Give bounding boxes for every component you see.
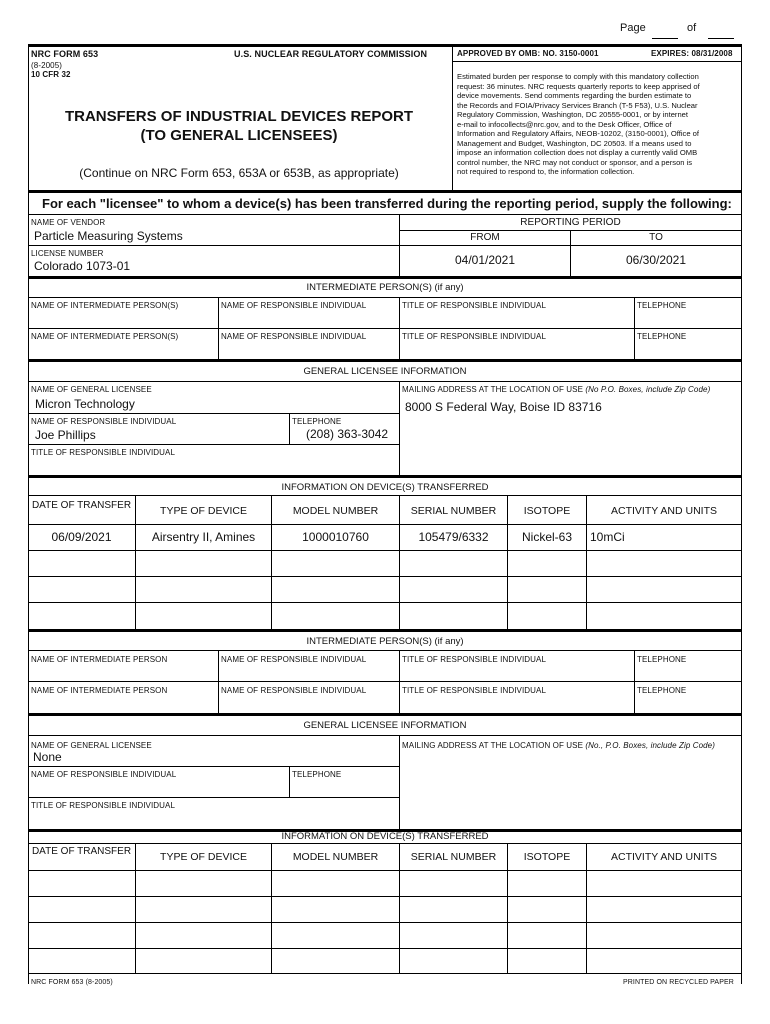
licensee-telephone-field[interactable]: (208) 363-3042 <box>306 427 389 441</box>
mailing-address-label-text: MAILING ADDRESS AT THE LOCATION OF USE <box>402 385 584 394</box>
continue-note: (Continue on NRC Form 653, 653A or 653B, as appropriate) <box>79 166 399 180</box>
responsible-title-label: TITLE OF RESPONSIBLE INDIVIDUAL <box>402 686 547 695</box>
burden-line: Information and Regulatory Affairs, NEOB-10202, (3150-0001), Office of <box>457 129 700 138</box>
type-of-device-header: TYPE OF DEVICE <box>160 851 247 863</box>
burden-line: e-mail to infocollects@nrc.gov, and to the Desk Officer, Office of <box>457 119 672 129</box>
burden-line: Management and Budget, Washington, DC 20503. If a means used to <box>457 138 692 148</box>
burden-line: control number, the NRC may not conduct or sponsor, and a person is <box>457 157 693 167</box>
responsible-individual-field[interactable]: Joe Phillips <box>35 428 96 442</box>
footer-recycled-note: PRINTED ON RECYCLED PAPER <box>623 979 734 986</box>
responsible-individual-label: NAME OF RESPONSIBLE INDIVIDUAL <box>31 770 177 779</box>
intermediate-person-label: NAME OF INTERMEDIATE PERSON <box>31 686 168 695</box>
mailing-address-field[interactable]: 8000 S Federal Way, Boise ID 83716 <box>405 400 602 414</box>
model-number-header: MODEL NUMBER <box>292 851 379 863</box>
mailing-address-hint: (No P.O. Boxes, include Zip Code) <box>585 385 711 394</box>
vendor-name-field[interactable]: Particle Measuring Systems <box>34 229 183 243</box>
cfr-reference: 10 CFR 32 <box>31 70 71 79</box>
responsible-title-label: TITLE OF RESPONSIBLE INDIVIDUAL <box>31 801 176 810</box>
page-label: Page <box>620 22 646 34</box>
intermediate-person-label: NAME OF INTERMEDIATE PERSON(S) <box>31 301 179 310</box>
license-number-field[interactable]: Colorado 1073-01 <box>34 259 131 273</box>
responsible-individual-label: NAME OF RESPONSIBLE INDIVIDUAL <box>221 332 367 341</box>
vendor-name-label: NAME OF VENDOR <box>31 218 106 227</box>
general-licensee-name-field[interactable]: None <box>33 750 62 764</box>
responsible-individual-label: NAME OF RESPONSIBLE INDIVIDUAL <box>221 301 367 310</box>
activity-units-header: ACTIVITY AND UNITS <box>611 505 717 517</box>
instruction-text: For each "licensee" to whom a device(s) has been transferred during the reporting period, supply the following: <box>42 196 732 211</box>
responsible-title-label: TITLE OF RESPONSIBLE INDIVIDUAL <box>402 332 547 341</box>
page-total-field[interactable] <box>708 38 734 39</box>
isotope-header: ISOTOPE <box>523 851 571 863</box>
section1-devices-heading: INFORMATION ON DEVICE(S) TRANSFERRED <box>281 482 489 493</box>
responsible-title-label: TITLE OF RESPONSIBLE INDIVIDUAL <box>402 301 547 310</box>
licensee-telephone-label: TELEPHONE <box>292 770 342 779</box>
section2-devices-heading: INFORMATION ON DEVICE(S) TRANSFERRED <box>281 831 489 842</box>
isotope-header: ISOTOPE <box>523 505 571 517</box>
serial-number-header: SERIAL NUMBER <box>410 505 497 517</box>
burden-line: request: 36 minutes. NRC requests quarterly reports to keep apprised of <box>457 81 700 91</box>
omb-approval: APPROVED BY OMB: NO. 3150-0001 <box>457 49 599 58</box>
model-number-header: MODEL NUMBER <box>292 505 379 517</box>
form-id: NRC FORM 653 <box>31 49 99 59</box>
serial-number-header: SERIAL NUMBER <box>410 851 497 863</box>
period-from-field[interactable]: 04/01/2021 <box>454 253 516 267</box>
responsible-individual-label: NAME OF RESPONSIBLE INDIVIDUAL <box>221 686 367 695</box>
section1-licensee-heading: GENERAL LICENSEE INFORMATION <box>303 366 467 377</box>
period-from-label: FROM <box>470 232 500 243</box>
model-number-cell[interactable]: 1000010760 <box>302 530 369 544</box>
responsible-individual-label: NAME OF RESPONSIBLE INDIVIDUAL <box>31 417 177 426</box>
period-to-label: TO <box>649 232 663 243</box>
form-subtitle: (TO GENERAL LICENSEES) <box>140 127 338 144</box>
general-licensee-name-field[interactable]: Micron Technology <box>35 397 135 411</box>
responsible-title-label: TITLE OF RESPONSIBLE INDIVIDUAL <box>402 655 547 664</box>
section2-intermediate-heading: INTERMEDIATE PERSON(S) (if any) <box>306 636 464 647</box>
general-licensee-name-label: NAME OF GENERAL LICENSEE <box>31 385 152 394</box>
general-licensee-name-label: NAME OF GENERAL LICENSEE <box>31 741 152 750</box>
mailing-address-label-text: MAILING ADDRESS AT THE LOCATION OF USE <box>402 741 584 750</box>
telephone-label: TELEPHONE <box>637 332 687 341</box>
expiration-date: EXPIRES: 08/31/2008 <box>651 49 733 58</box>
burden-line: Regulatory Commission, Washington, DC 20555-0001, or by internet <box>457 110 689 119</box>
responsible-individual-label: NAME OF RESPONSIBLE INDIVIDUAL <box>221 655 367 664</box>
telephone-label: TELEPHONE <box>637 686 687 695</box>
burden-line: the Records and FOIA/Privacy Services Branch (T-5 F53), U.S. Nuclear <box>457 100 698 110</box>
device-type-cell[interactable]: Airsentry II, Amines <box>151 530 256 544</box>
type-of-device-header: TYPE OF DEVICE <box>160 505 247 517</box>
mailing-address-label <box>402 385 710 394</box>
serial-number-cell[interactable]: 105479/6332 <box>418 530 489 544</box>
form-title: TRANSFERS OF INDUSTRIAL DEVICES REPORT <box>64 108 414 125</box>
agency-name: U.S. NUCLEAR REGULATORY COMMISSION <box>234 49 428 59</box>
section2-licensee-heading: GENERAL LICENSEE INFORMATION <box>303 720 467 731</box>
date-of-transfer-header: DATE OF TRANSFER <box>31 500 132 511</box>
burden-line: not required to respond to, the information collection. <box>457 167 635 176</box>
activity-units-header: ACTIVITY AND UNITS <box>611 851 717 863</box>
responsible-title-label: TITLE OF RESPONSIBLE INDIVIDUAL <box>31 448 176 457</box>
reporting-period-label: REPORTING PERIOD <box>520 217 621 228</box>
section1-intermediate-heading: INTERMEDIATE PERSON(S) (if any) <box>306 282 464 293</box>
mailing-address-hint: (No., P.O. Boxes, include Zip Code) <box>585 741 715 750</box>
licensee-telephone-label: TELEPHONE <box>292 417 342 426</box>
license-number-label: LICENSE NUMBER <box>31 249 104 258</box>
burden-statement <box>457 72 740 177</box>
page-of-label: of <box>687 22 697 34</box>
footer-form-id: NRC FORM 653 (8-2005) <box>31 979 113 986</box>
transfer-date-cell[interactable]: 06/09/2021 <box>51 530 112 544</box>
telephone-label: TELEPHONE <box>637 655 687 664</box>
activity-units-cell[interactable]: 10mCi <box>590 530 625 544</box>
date-of-transfer-header: DATE OF TRANSFER <box>31 846 132 857</box>
intermediate-person-label: NAME OF INTERMEDIATE PERSON <box>31 655 168 664</box>
mailing-address-label <box>402 741 715 750</box>
form-date: (8-2005) <box>31 61 63 70</box>
period-to-field[interactable]: 06/30/2021 <box>625 253 687 267</box>
burden-line: device movements. Send comments regarding the burden estimate to <box>457 91 692 100</box>
isotope-cell[interactable]: Nickel-63 <box>521 530 572 544</box>
telephone-label: TELEPHONE <box>637 301 687 310</box>
page-number-field[interactable] <box>652 38 678 39</box>
burden-line: impose an information collection does not display a currently valid OMB <box>457 148 698 157</box>
burden-line: Estimated burden per response to comply with this mandatory collection <box>457 72 699 81</box>
intermediate-person-label: NAME OF INTERMEDIATE PERSON(S) <box>31 332 179 341</box>
